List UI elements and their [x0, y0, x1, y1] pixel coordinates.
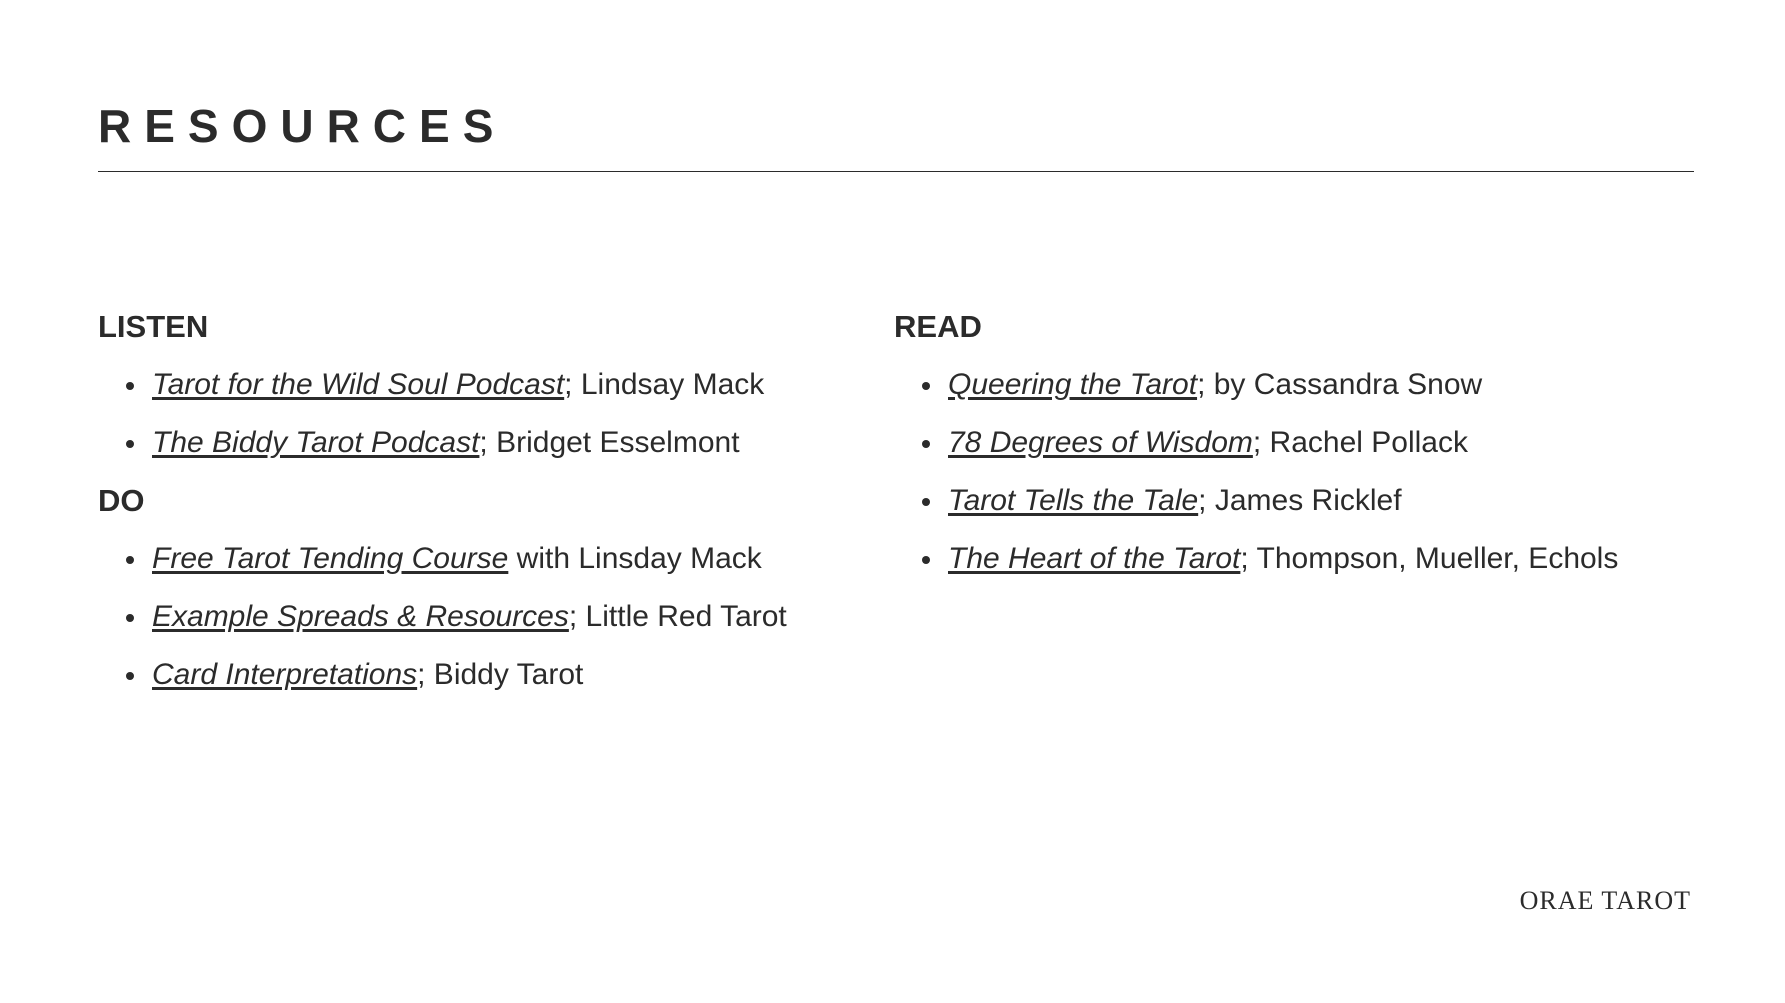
resource-author: ; Thompson, Mueller, Echols	[1240, 542, 1619, 575]
resource-link[interactable]: The Biddy Tarot Podcast	[152, 426, 480, 459]
bullet-icon	[922, 382, 930, 390]
resource-link[interactable]: The Heart of the Tarot	[948, 542, 1241, 575]
bullet-icon	[126, 556, 134, 564]
do-heading: DO	[98, 483, 145, 518]
resource-link[interactable]: Queering the Tarot	[948, 368, 1198, 401]
title-divider	[98, 171, 1694, 172]
right-column	[894, 308, 1714, 598]
left-column	[98, 308, 878, 714]
resource-author: ; Little Red Tarot	[568, 600, 787, 633]
list-item	[894, 540, 1714, 578]
list-item	[894, 366, 1714, 404]
list-item	[98, 598, 878, 636]
list-item	[98, 366, 878, 404]
resource-author: ; by Cassandra Snow	[1197, 368, 1483, 401]
bullet-icon	[922, 440, 930, 448]
resource-author: ; Rachel Pollack	[1252, 426, 1468, 459]
resource-author: ; Bridget Esselmont	[479, 426, 740, 459]
list-item	[894, 482, 1714, 520]
read-list	[894, 366, 1714, 578]
bullet-icon	[126, 382, 134, 390]
list-item	[894, 424, 1714, 462]
resource-author: with Linsday Mack	[508, 542, 762, 575]
bullet-icon	[126, 440, 134, 448]
resource-link[interactable]: 78 Degrees of Wisdom	[948, 426, 1253, 459]
list-item	[98, 540, 878, 578]
do-list	[98, 540, 878, 694]
resource-link[interactable]: Card Interpretations	[152, 658, 418, 691]
list-item	[98, 424, 878, 462]
listen-heading: LISTEN	[98, 309, 209, 344]
resource-link[interactable]: Tarot for the Wild Soul Podcast	[152, 368, 565, 401]
resource-link[interactable]: Example Spreads & Resources	[152, 600, 569, 633]
bullet-icon	[126, 672, 134, 680]
brand-wordmark: ORAE TAROT	[1519, 886, 1691, 915]
resource-author: ; Biddy Tarot	[417, 658, 584, 691]
resource-link[interactable]: Tarot Tells the Tale	[948, 484, 1199, 517]
bullet-icon	[922, 498, 930, 506]
bullet-icon	[922, 556, 930, 564]
resource-author: ; James Ricklef	[1198, 484, 1402, 517]
bullet-icon	[126, 614, 134, 622]
list-item	[98, 656, 878, 694]
resource-link[interactable]: Free Tarot Tending Course	[152, 542, 509, 575]
resource-author: ; Lindsay Mack	[564, 368, 765, 401]
page-title: RESOURCES	[98, 100, 507, 152]
listen-list	[98, 366, 878, 462]
read-heading: READ	[894, 309, 982, 344]
